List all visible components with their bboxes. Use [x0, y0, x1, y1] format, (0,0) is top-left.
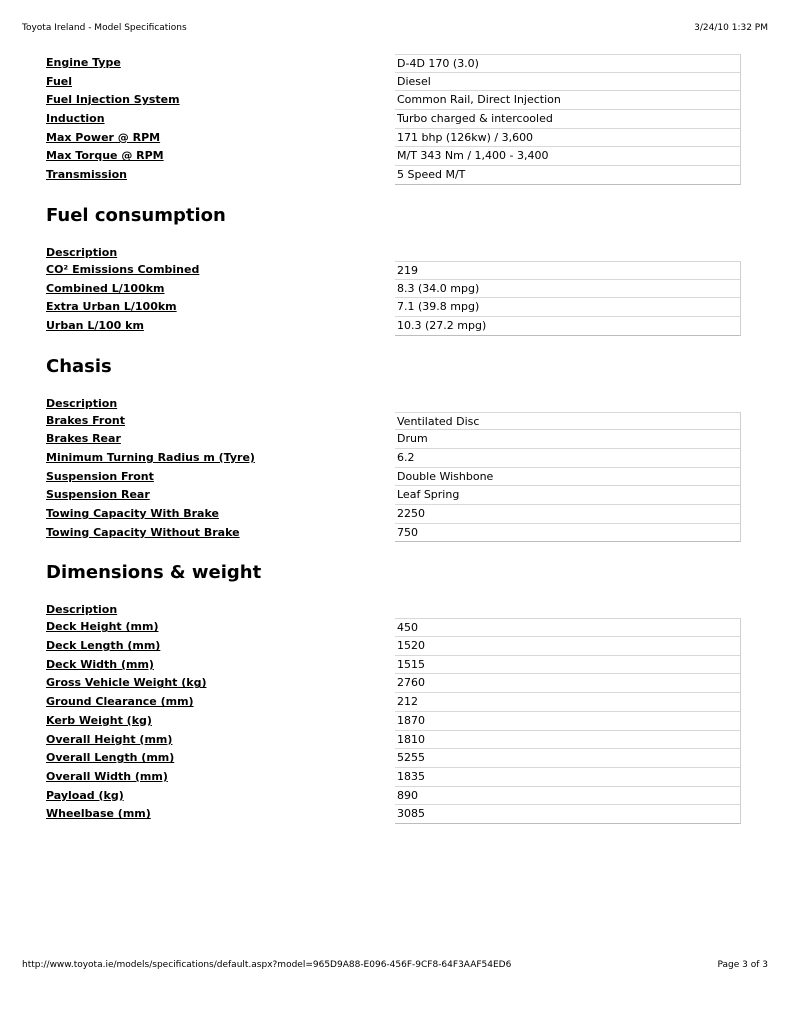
spec-label-link[interactable]: Towing Capacity With Brake — [46, 507, 219, 520]
spec-label-link[interactable]: Minimum Turning Radius m (Tyre) — [46, 450, 255, 464]
section-title-chassis: Chasis — [46, 355, 112, 377]
spec-value: 6.2 — [395, 449, 741, 468]
spec-value: 171 bhp (126kw) / 3,600 — [395, 129, 741, 148]
table-row — [46, 712, 744, 731]
spec-value: Leaf Spring — [395, 486, 741, 505]
spec-label-link[interactable]: Deck Length (mm) — [46, 639, 161, 653]
spec-value: Diesel — [395, 73, 741, 92]
table-row — [46, 674, 744, 693]
spec-label-link[interactable]: Wheelbase (mm) — [46, 807, 151, 821]
spec-label-link[interactable]: Deck Height (mm) — [46, 620, 159, 634]
table-row — [46, 637, 744, 656]
spec-value: Drum — [395, 430, 741, 449]
spec-value: 890 — [395, 787, 741, 806]
print-footer-page-number: Page 3 of 3 — [717, 960, 768, 970]
table-row — [46, 449, 744, 468]
chassis-spec-table — [46, 412, 744, 543]
table-row — [46, 166, 744, 185]
spec-label-link[interactable]: Fuel Injection System — [46, 93, 180, 107]
fuel-spec-table — [46, 261, 744, 336]
spec-label-link[interactable]: CO² Emissions Combined — [46, 262, 200, 276]
table-row — [46, 298, 744, 317]
table-row — [46, 317, 744, 336]
table-row — [46, 731, 744, 750]
spec-label-link[interactable]: Max Torque @ RPM — [46, 149, 164, 163]
spec-value: 5 Speed M/T — [395, 166, 741, 185]
spec-value: Common Rail, Direct Injection — [395, 91, 741, 110]
table-row — [46, 54, 744, 73]
spec-label-link[interactable]: Fuel — [46, 74, 73, 88]
spec-label-link[interactable]: Deck Width (mm) — [46, 657, 154, 671]
spec-value: 1515 — [395, 656, 741, 675]
print-header-title: Toyota Ireland - Model Specifications — [22, 23, 187, 33]
section-title-fuel: Fuel consumption — [46, 204, 226, 226]
spec-label-link[interactable]: Kerb Weight (kg) — [46, 713, 152, 727]
spec-label-link[interactable]: Induction — [46, 112, 105, 126]
spec-value: 1870 — [395, 712, 741, 731]
spec-value: M/T 343 Nm / 1,400 - 3,400 — [395, 147, 741, 166]
description-heading[interactable]: Description — [46, 603, 118, 617]
spec-value: Ventilated Disc — [395, 412, 741, 431]
spec-value: 1520 — [395, 637, 741, 656]
table-row — [46, 147, 744, 166]
table-row — [46, 618, 744, 637]
spec-label-link[interactable]: Overall Height (mm) — [46, 732, 173, 746]
table-row — [46, 768, 744, 787]
spec-value: 212 — [395, 693, 741, 712]
table-row — [46, 749, 744, 768]
table-row — [46, 656, 744, 675]
table-row — [46, 129, 744, 148]
table-row — [46, 73, 744, 92]
description-heading[interactable]: Description — [46, 396, 118, 410]
print-footer-url: http://www.toyota.ie/models/specifications/default.aspx?model=965D9A88-E096-456F-9CF8-64F3AAF54ED6 — [22, 960, 512, 970]
table-row — [46, 91, 744, 110]
spec-label-link[interactable]: Towing Capacity Without Brake — [46, 525, 240, 539]
spec-value: 3085 — [395, 805, 741, 824]
spec-value: 5255 — [395, 749, 741, 768]
table-row — [46, 110, 744, 129]
spec-label-link[interactable]: Suspension Front — [46, 469, 154, 483]
table-row — [46, 524, 744, 543]
spec-label-link[interactable]: Brakes Front — [46, 413, 125, 427]
spec-value: D-4D 170 (3.0) — [395, 54, 741, 73]
spec-value: 10.3 (27.2 mpg) — [395, 317, 741, 336]
spec-label-link[interactable]: Urban L/100 km — [46, 318, 144, 332]
engine-spec-table — [46, 54, 744, 185]
spec-value: 2760 — [395, 674, 741, 693]
table-row — [46, 412, 744, 431]
table-row — [46, 693, 744, 712]
table-row — [46, 468, 744, 487]
spec-label-link[interactable]: Overall Width (mm) — [46, 769, 168, 783]
spec-label-link[interactable]: Payload (kg) — [46, 788, 124, 802]
spec-label-link[interactable]: Combined L/100km — [46, 281, 165, 295]
spec-label-link[interactable]: Transmission — [46, 168, 128, 182]
spec-label-link[interactable]: Ground Clearance (mm) — [46, 695, 194, 709]
spec-label-link[interactable]: Suspension Rear — [46, 488, 150, 502]
spec-label-link[interactable]: Engine Type — [46, 56, 121, 69]
table-row — [46, 261, 744, 280]
spec-label-link[interactable]: Gross Vehicle Weight (kg) — [46, 676, 207, 690]
table-row — [46, 805, 744, 824]
spec-value: 7.1 (39.8 mpg) — [395, 298, 741, 317]
spec-label-link[interactable]: Extra Urban L/100km — [46, 300, 177, 314]
table-row — [46, 787, 744, 806]
spec-label-link[interactable]: Overall Length (mm) — [46, 751, 175, 765]
spec-value: 1835 — [395, 768, 741, 787]
spec-value: Double Wishbone — [395, 468, 741, 487]
spec-value: 219 — [395, 261, 741, 280]
table-row — [46, 505, 744, 524]
spec-value: 2250 — [395, 505, 741, 524]
print-header-datetime: 3/24/10 1:32 PM — [694, 23, 768, 33]
description-heading[interactable]: Description — [46, 245, 118, 259]
spec-label-link[interactable]: Brakes Rear — [46, 432, 121, 446]
spec-label-link[interactable]: Max Power @ RPM — [46, 130, 161, 144]
spec-value: Turbo charged & intercooled — [395, 110, 741, 129]
spec-value: 1810 — [395, 731, 741, 750]
dimensions-spec-table — [46, 618, 744, 824]
table-row — [46, 430, 744, 449]
spec-content — [46, 54, 744, 824]
spec-value: 450 — [395, 618, 741, 637]
spec-value: 750 — [395, 524, 741, 543]
table-row — [46, 486, 744, 505]
section-title-dimensions: Dimensions & weight — [46, 562, 262, 584]
spec-value: 8.3 (34.0 mpg) — [395, 280, 741, 299]
table-row — [46, 280, 744, 299]
